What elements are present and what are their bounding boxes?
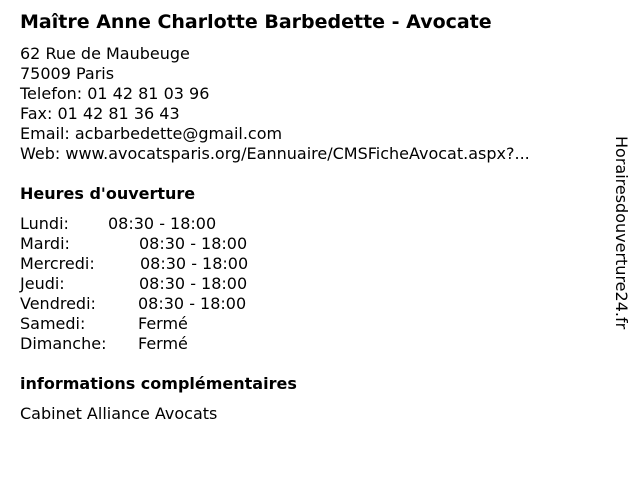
contact-block <box>20 44 530 164</box>
day-hours: 08:30 - 18:00 <box>108 214 217 233</box>
additional-info-heading: informations complémentaires <box>20 374 297 393</box>
day-label: Lundi: <box>20 214 69 233</box>
opening-hours-heading: Heures d'ouverture <box>20 184 196 203</box>
address-city: 75009 Paris <box>20 64 115 83</box>
page-title: Maître Anne Charlotte Barbedette - Avocate <box>20 11 492 33</box>
address-street: 62 Rue de Maubeuge <box>20 44 190 63</box>
day-hours: 08:30 - 18:00 <box>139 234 248 253</box>
day-hours: 08:30 - 18:00 <box>138 294 247 313</box>
day-hours: 08:30 - 18:00 <box>139 274 248 293</box>
day-label: Jeudi: <box>20 274 65 293</box>
day-hours: Fermé <box>138 334 188 353</box>
phone-number: Telefon: 01 42 81 03 96 <box>20 84 210 103</box>
email-address: Email: acbarbedette@gmail.com <box>20 124 283 143</box>
website-link: Web: www.avocatsparis.org/Eannuaire/CMSFicheAvocat.aspx?... <box>20 144 530 163</box>
day-label: Mercredi: <box>20 254 95 273</box>
day-hours: Fermé <box>138 314 188 333</box>
day-label: Vendredi: <box>20 294 96 313</box>
day-label: Samedi: <box>20 314 86 333</box>
fax-number: Fax: 01 42 81 36 43 <box>20 104 180 123</box>
day-label: Mardi: <box>20 234 70 253</box>
day-hours: 08:30 - 18:00 <box>140 254 249 273</box>
day-label: Dimanche: <box>20 334 107 353</box>
additional-info-text: Cabinet Alliance Avocats <box>20 404 218 423</box>
site-watermark: Horairesdouverture24.fr <box>612 136 631 330</box>
